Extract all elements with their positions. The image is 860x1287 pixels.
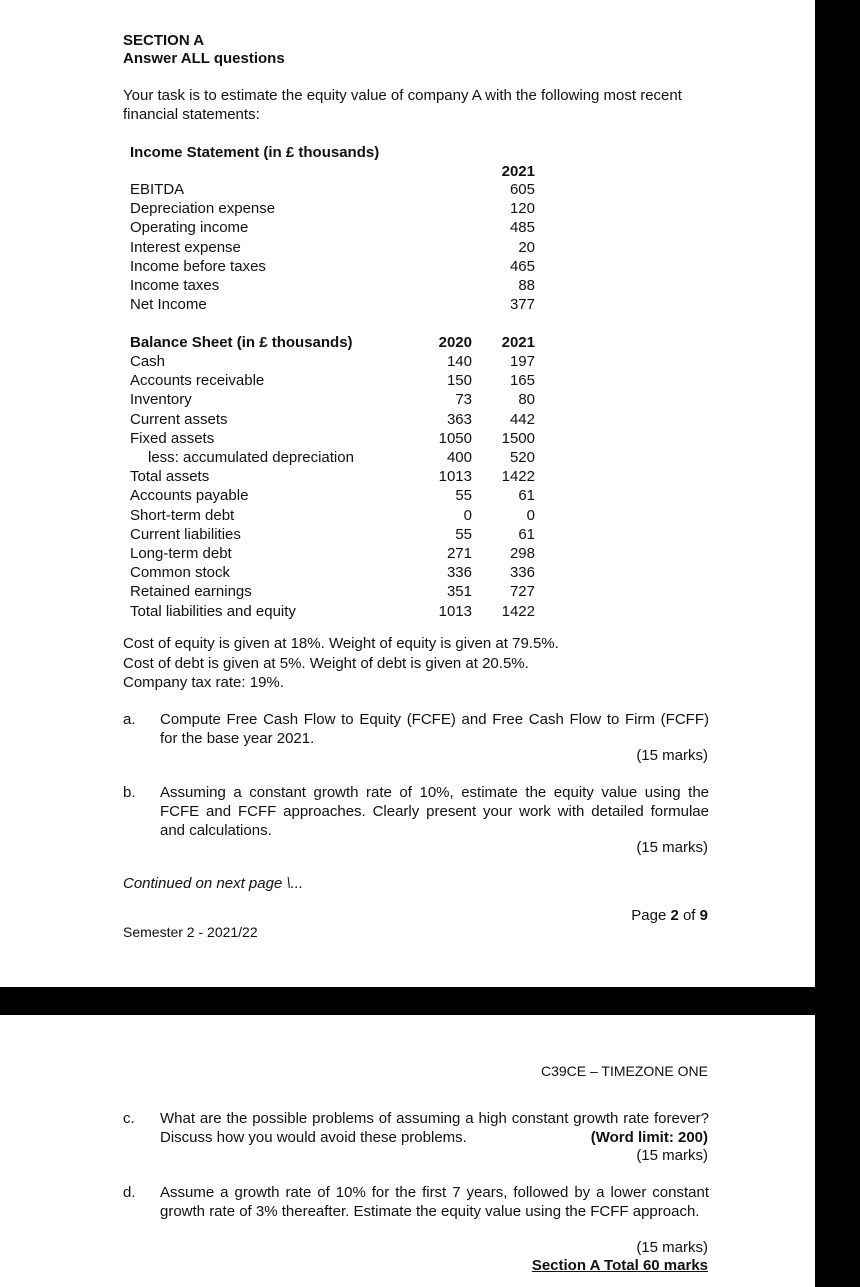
row-value-2021: 20 xyxy=(518,238,535,256)
row-label: Accounts receivable xyxy=(130,372,265,390)
row-value-2021: 727 xyxy=(509,583,535,601)
row-label: Total liabilities and equity xyxy=(130,602,296,620)
question-letter: d. xyxy=(123,1184,136,1201)
row-value-2021: 485 xyxy=(509,219,535,237)
question-letter: c. xyxy=(123,1110,135,1127)
row-label: Income taxes xyxy=(130,277,220,294)
page-number: Page 2 of 9 xyxy=(631,907,708,924)
row-value-2021: 605 xyxy=(509,181,535,198)
row-value-2020: 336 xyxy=(446,564,472,582)
row-value-2020: 55 xyxy=(455,525,472,543)
continued-note: Continued on next page \... xyxy=(123,875,304,892)
row-value-2021: 520 xyxy=(509,449,535,466)
section-title: SECTION A xyxy=(123,32,205,49)
question-text: What are the possible problems of assuming a high constant growth rate forever? Discuss how you would avoid these problems. xyxy=(160,1110,709,1146)
row-value-2020: 363 xyxy=(446,410,472,428)
row-label: Inventory xyxy=(130,391,192,409)
balance-year-2021-header: 2021 xyxy=(501,334,535,351)
row-label: Fixed assets xyxy=(130,429,215,447)
row-label: Short-term debt xyxy=(130,506,235,524)
row-label: Operating income xyxy=(130,219,249,237)
question-marks: (15 marks) xyxy=(636,747,708,764)
row-value-2021: 1422 xyxy=(501,468,535,486)
question-marks: (15 marks) xyxy=(636,839,708,856)
row-label: Retained earnings xyxy=(130,583,252,601)
balance-year-2020-header: 2020 xyxy=(438,334,472,351)
row-value-2020: 0 xyxy=(463,506,472,524)
row-value-2020: 1050 xyxy=(438,429,472,447)
question-text: Compute Free Cash Flow to Equity (FCFE) and Free Cash Flow to Firm (FCFF) for the base year 2021. xyxy=(160,711,709,747)
question-text: Assume a growth rate of 10% for the first 7 years, followed by a lower constant growth rate of 3% thereafter. Estimate the equity value using the FCFF approach. xyxy=(160,1184,709,1220)
row-label: Interest expense xyxy=(130,238,241,256)
assumption-tax: Company tax rate: 19%. xyxy=(123,674,284,691)
question-text: Assuming a constant growth rate of 10%, estimate the equity value using the FCFE and FCFF approaches. Clearly present your work with detailed formulae and calculations. xyxy=(160,784,709,839)
row-value-2021: 1500 xyxy=(501,429,535,447)
row-label: Cash xyxy=(130,353,166,370)
row-value-2021: 465 xyxy=(509,257,535,275)
row-value-2020: 351 xyxy=(446,583,472,601)
row-value-2021: 1422 xyxy=(501,602,535,620)
semester-label: Semester 2 - 2021/22 xyxy=(123,924,258,940)
row-label: Accounts payable xyxy=(130,487,249,505)
row-value-2021: 336 xyxy=(509,564,535,582)
row-value-2021: 377 xyxy=(509,296,535,314)
row-value-2020: 1013 xyxy=(438,468,472,486)
row-value-2021: 442 xyxy=(509,410,535,428)
row-value-2020: 400 xyxy=(446,449,472,466)
row-value-2021: 0 xyxy=(526,506,535,524)
section-total: Section A Total 60 marks xyxy=(531,1257,708,1274)
row-label: EBITDA xyxy=(130,181,185,198)
row-label: Long-term debt xyxy=(130,545,232,562)
row-value-2020: 55 xyxy=(455,487,472,505)
question-letter: b. xyxy=(123,784,136,801)
row-value-2020: 140 xyxy=(446,353,472,370)
row-value-2021: 298 xyxy=(509,545,535,562)
question-marks: (15 marks) xyxy=(636,1147,708,1164)
row-value-2021: 197 xyxy=(509,353,535,370)
income-year-header: 2021 xyxy=(501,163,535,180)
assumption-equity: Cost of equity is given at 18%. Weight of equity is given at 79.5%. xyxy=(123,635,559,652)
row-label: less: accumulated depreciation xyxy=(148,449,354,466)
row-value-2021: 88 xyxy=(518,277,535,294)
row-label: Income before taxes xyxy=(130,257,266,275)
row-label: Common stock xyxy=(130,564,231,582)
question-marks: (15 marks) xyxy=(636,1239,708,1256)
row-value-2020: 271 xyxy=(446,545,472,562)
row-value-2020: 1013 xyxy=(438,602,472,620)
question-letter: a. xyxy=(123,711,136,728)
row-value-2020: 73 xyxy=(455,391,472,409)
row-label: Current liabilities xyxy=(130,525,241,543)
question-word-limit: (Word limit: 200) xyxy=(590,1129,708,1146)
row-label: Current assets xyxy=(130,410,228,428)
row-label: Total assets xyxy=(130,468,210,486)
row-value-2021: 120 xyxy=(509,200,535,218)
row-value-2021: 165 xyxy=(509,372,535,390)
exam-page-3 xyxy=(0,1015,815,1287)
row-label: Depreciation expense xyxy=(130,200,276,218)
income-statement-title: Income Statement (in £ thousands) xyxy=(130,144,380,161)
row-value-2021: 61 xyxy=(518,525,535,543)
row-value-2021: 61 xyxy=(518,487,535,505)
assumption-debt: Cost of debt is given at 5%. Weight of debt is given at 20.5%. xyxy=(123,655,529,672)
row-value-2020: 150 xyxy=(446,372,472,390)
row-value-2021: 80 xyxy=(518,391,535,409)
balance-sheet-title: Balance Sheet (in £ thousands) xyxy=(130,334,353,351)
row-label: Net Income xyxy=(130,296,207,314)
intro-text: Your task is to estimate the equity value of company A with the following most recent financial statements: xyxy=(123,87,682,123)
page-header-code: C39CE – TIMEZONE ONE xyxy=(540,1063,708,1079)
section-instruction: Answer ALL questions xyxy=(123,50,285,67)
